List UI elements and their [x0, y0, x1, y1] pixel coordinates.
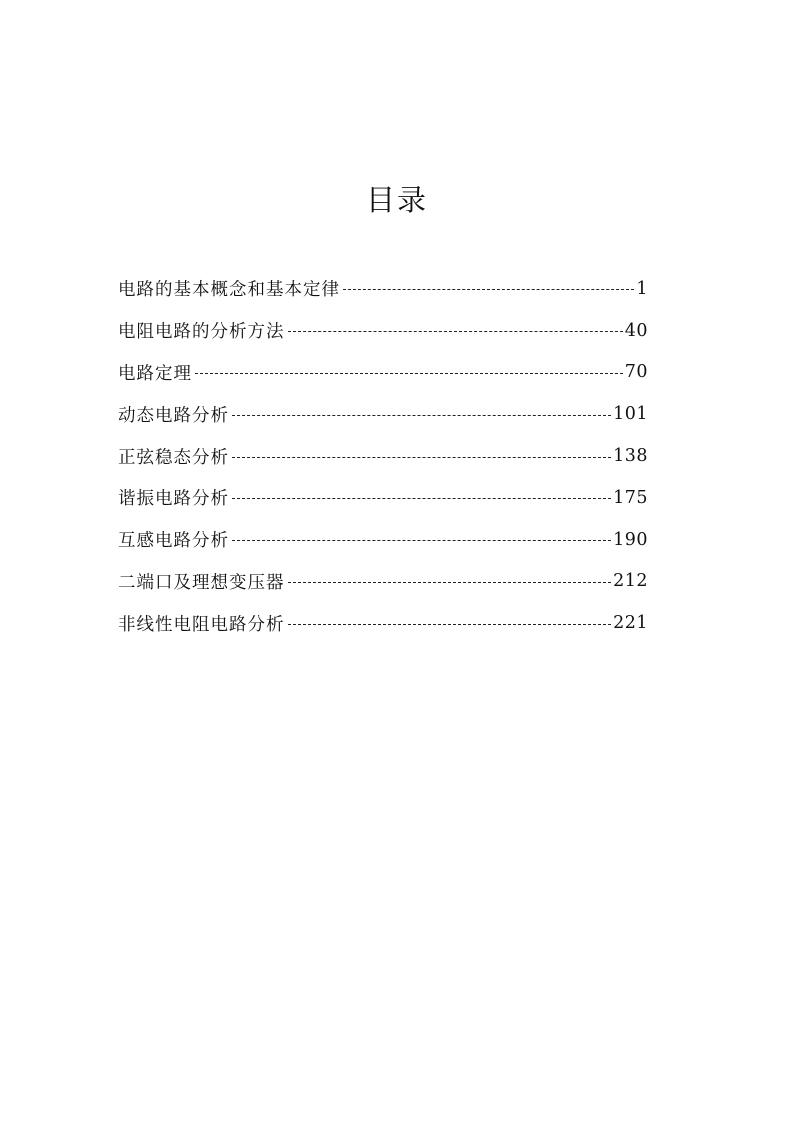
toc-entry-page: 190: [613, 529, 648, 550]
toc-leader: [232, 498, 611, 499]
toc-entry: [118, 477, 648, 519]
toc-entry-label: 电阻电路的分析方法: [118, 322, 285, 343]
toc-leader: [232, 540, 611, 541]
toc-leader: [288, 582, 612, 583]
toc-entry-label: 电路定理: [118, 363, 192, 384]
toc-entry-page: 1: [636, 278, 648, 299]
toc-entry: [118, 310, 648, 352]
toc-entry: [118, 602, 648, 644]
toc-entry-page: 40: [624, 320, 648, 341]
toc-entry: [118, 393, 648, 435]
toc-leader: [288, 331, 623, 332]
toc-entry-label: 非线性电阻电路分析: [118, 614, 285, 635]
toc-entry-label: 动态电路分析: [118, 405, 229, 426]
toc-leader: [232, 415, 611, 416]
page-title: 目录: [365, 183, 428, 217]
toc-entry-label: 二端口及理想变压器: [118, 572, 285, 593]
toc-entry-label: 互感电路分析: [118, 531, 229, 552]
toc-entry-page: 138: [613, 446, 648, 467]
toc-entry: [118, 268, 648, 310]
toc-leader: [232, 457, 611, 458]
toc-entry-page: 70: [624, 362, 648, 383]
toc-leader: [288, 624, 612, 625]
toc-entry-page: 101: [613, 404, 648, 425]
toc-leader: [343, 289, 634, 290]
toc-entry: [118, 561, 648, 603]
toc-entry: [118, 519, 648, 561]
toc-entry-label: 正弦稳态分析: [118, 447, 229, 468]
toc-entry-label: 谐振电路分析: [118, 489, 229, 510]
toc-entry-page: 221: [613, 613, 648, 634]
toc-entry-page: 175: [613, 487, 648, 508]
toc-entry: [118, 435, 648, 477]
toc-entry-page: 212: [613, 571, 648, 592]
toc-entry-label: 电路的基本概念和基本定律: [118, 280, 340, 301]
table-of-contents: [118, 268, 648, 644]
toc-entry: [118, 352, 648, 394]
toc-leader: [195, 373, 623, 374]
